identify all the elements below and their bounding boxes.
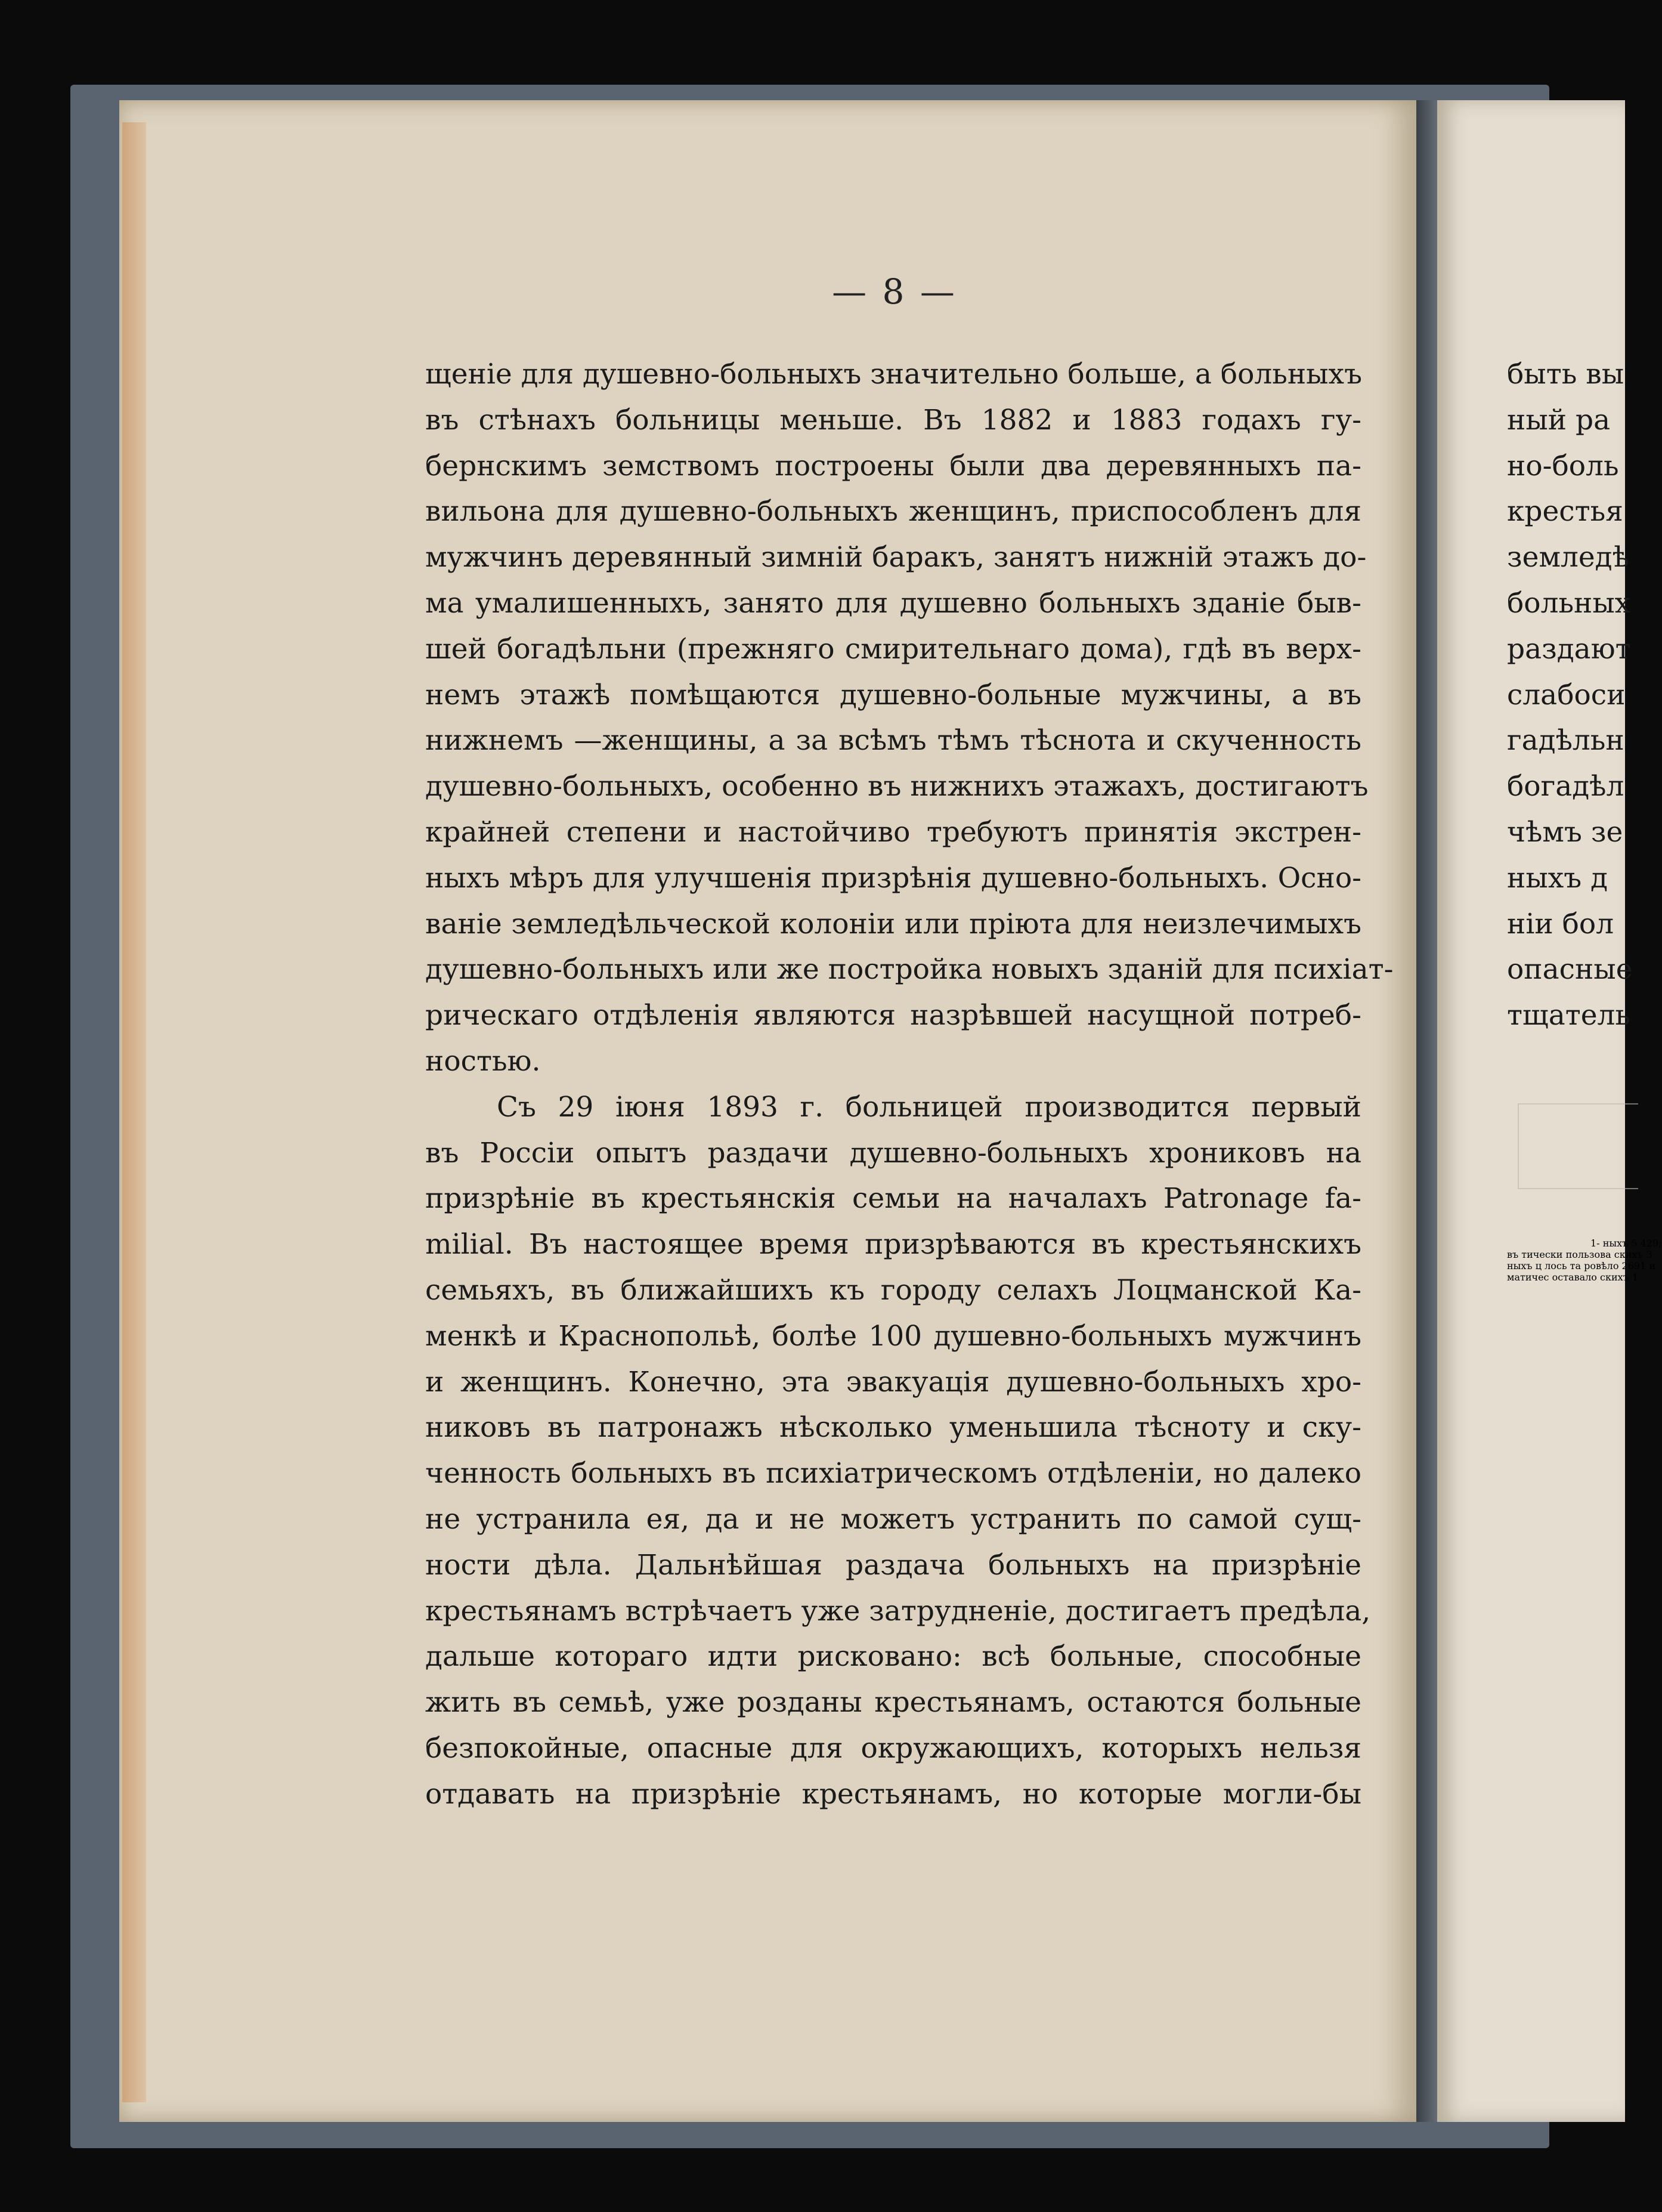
text-line: лось та (1545, 1260, 1581, 1271)
text-line: гадѣльн (1507, 724, 1624, 757)
text-line: и женщинъ. Конечно, эта эвакуація душевно-больныхъ хро- (425, 1365, 1361, 1399)
text-line: мужчинъ деревянный зимній баракъ, занятъ нижній этажъ до- (425, 541, 1367, 574)
text-line: бернскимъ земствомъ построены были два деревянныхъ па- (425, 449, 1361, 482)
text-line: дальше котораго идти рисковано: всѣ больные, способные (425, 1640, 1361, 1673)
text-line: ныхъ д (1507, 861, 1608, 895)
text-line: 2691 и (1621, 1260, 1656, 1271)
text-line: тически (1521, 1249, 1563, 1260)
text-line: жить въ семьѣ, уже розданы крестьянамъ, остаются больные (425, 1686, 1361, 1719)
text-line: milial. Въ настоящее время призрѣваются въ крестьянскихъ (425, 1228, 1361, 1261)
text-line: щеніе для душевно-больныхъ значительно больше, а больныхъ (425, 358, 1362, 391)
partial-table-frame (1518, 1103, 1638, 1189)
text-line: немъ этажѣ помѣщаются душевно-больные мужчины, а въ (425, 678, 1361, 711)
text-line: скихъ З (1614, 1249, 1652, 1260)
text-line: ма умалишенныхъ, занято для душевно больныхъ зданіе быв- (425, 586, 1361, 620)
text-line: шей богадѣльни (прежняго смирительнаго дома), гдѣ въ верх- (425, 632, 1361, 666)
text-line: Съ 29 іюня 1893 г. больницей производится первый (497, 1090, 1361, 1124)
text-line: оставало (1552, 1271, 1597, 1283)
text-line: пользова (1565, 1249, 1611, 1260)
text-line: въ стѣнахъ больницы меньше. Въ 1882 и 1883 годахъ гу- (425, 403, 1361, 437)
text-line: душевно-больныхъ, особенно въ нижнихъ этажахъ, достигаютъ (425, 770, 1369, 803)
text-line: раздают (1507, 632, 1631, 666)
text-line: крестьянамъ встрѣчаетъ уже затрудненіе, достигаетъ предѣла, (425, 1594, 1371, 1628)
text-line: ности дѣла. Дальнѣйшая раздача больныхъ на призрѣніе (425, 1548, 1361, 1582)
text-line: богадѣл (1507, 770, 1624, 803)
text-line: ный ра (1507, 403, 1611, 437)
text-line: опасные (1507, 953, 1633, 986)
text-line: скихъ 1 (1600, 1271, 1639, 1283)
text-line: крестья (1507, 495, 1623, 528)
text-line: ныхъ мѣръ для улучшенія призрѣнія душевно-больныхъ. Осно- (425, 861, 1361, 895)
text-line: ваніе земледѣльческой колоніи или пріюта для неизлечимыхъ (425, 907, 1361, 941)
text-line: семьяхъ, въ ближайшихъ къ городу селахъ Лоцманской Ка- (425, 1273, 1361, 1307)
text-line: ныхъ ц (1507, 1260, 1542, 1271)
text-line: ровѣло (1584, 1260, 1619, 1271)
right-page-text-upper (1507, 352, 1662, 1039)
text-line: отдавать на призрѣніе крестьянамъ, но которые могли-бы (425, 1777, 1361, 1811)
page-number: — 8 — (832, 271, 957, 312)
left-page-edge (122, 122, 146, 2102)
text-line: ченность больныхъ въ психіатрическомъ отдѣленіи, но далеко (425, 1457, 1361, 1490)
text-line: менкѣ и Краснопольѣ, болѣе 100 душевно-больныхъ мужчинъ (425, 1319, 1361, 1353)
left-page-text (425, 352, 1394, 1818)
right-page-text-lower (1507, 1238, 1662, 1283)
text-line: никовъ въ патронажъ нѣсколько уменьшила тѣсноту и ску- (425, 1411, 1361, 1444)
text-line: безпокойные, опасные для окружающихъ, которыхъ нельзя (425, 1731, 1361, 1765)
text-line: ностью. (425, 1044, 541, 1078)
text-line: тщатель (1507, 999, 1630, 1032)
text-line: 429; въ (1507, 1238, 1662, 1260)
text-line: больных (1507, 586, 1631, 620)
text-line: въ Россіи опытъ раздачи душевно-больныхъ хрониковъ на (425, 1136, 1361, 1170)
text-line: не устранила ея, да и не можетъ устранить по самой сущ- (425, 1502, 1361, 1536)
text-line: чѣмъ зе (1507, 815, 1623, 849)
text-line: слабоси (1507, 678, 1626, 711)
text-line: земледѣ (1507, 541, 1629, 574)
text-line: но-боль (1507, 449, 1619, 482)
book-gutter (1416, 100, 1440, 2122)
text-line: рическаго отдѣленія являются назрѣвшей насущной потреб- (425, 999, 1361, 1032)
text-line: нижнемъ —женщины, а за всѣмъ тѣмъ тѣснота и скученность (425, 724, 1361, 757)
text-line: душевно-больныхъ или же постройка новыхъ зданій для психіат- (425, 953, 1394, 986)
text-line: быть вы (1507, 358, 1624, 391)
text-line: крайней степени и настойчиво требуютъ принятія экстрен- (425, 815, 1361, 849)
text-line: ныхъ 5 (1602, 1238, 1638, 1249)
text-line: матичес (1507, 1271, 1549, 1283)
text-line: вильона для душевно-больныхъ женщинъ, приспособленъ для (425, 495, 1361, 528)
text-line: 1- (1590, 1238, 1600, 1249)
text-line: призрѣніе въ крестьянскія семьи на началахъ Patronage fa- (425, 1182, 1361, 1215)
text-line: ніи бол (1507, 907, 1614, 941)
